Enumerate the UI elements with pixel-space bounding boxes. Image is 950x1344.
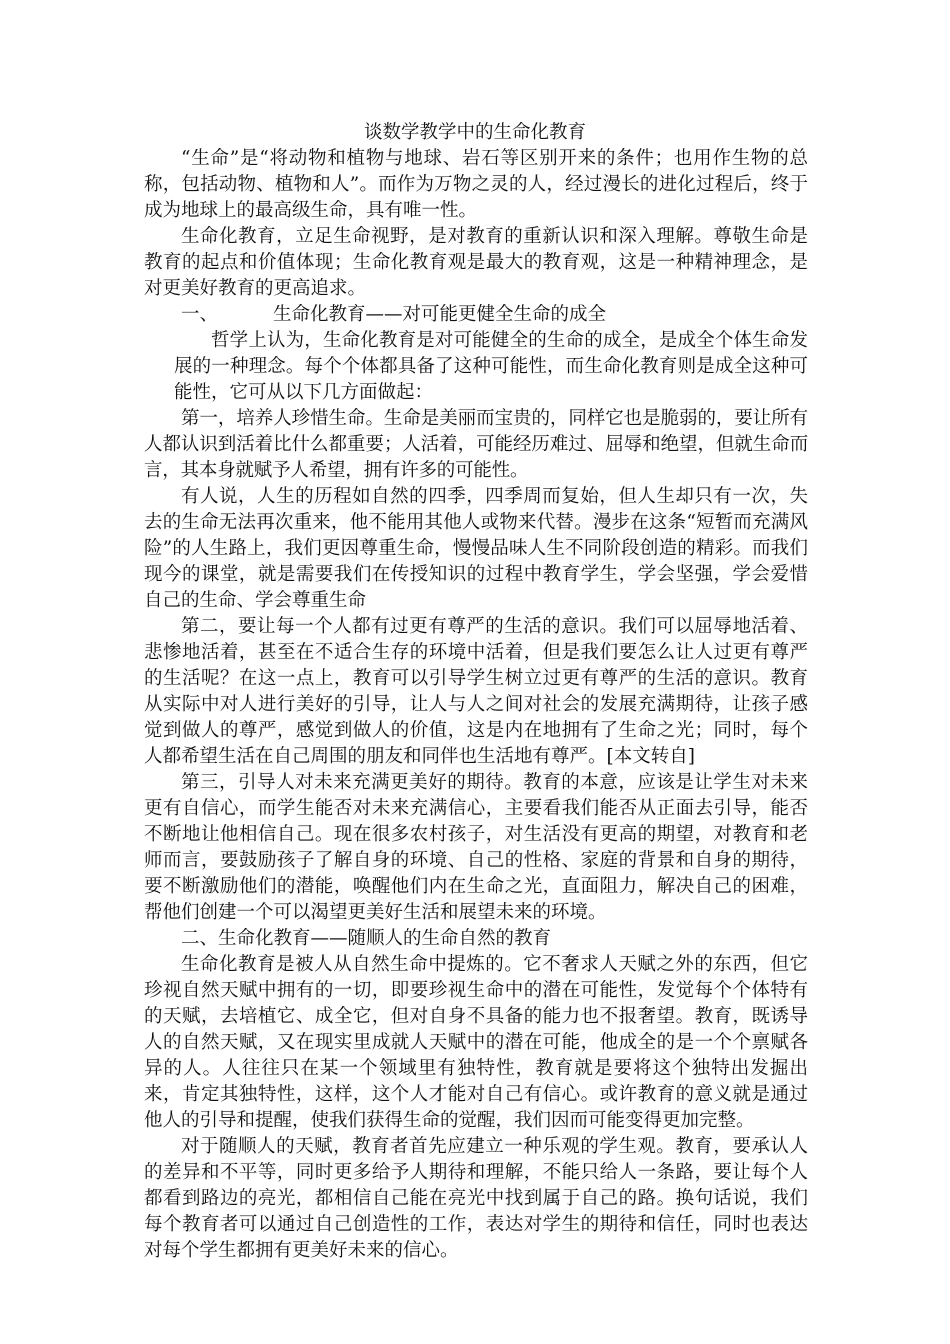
paragraph-talent: 对于随顺人的天赋，教育者首先应建立一种乐观的学生观。教育，要承认人的差异和不平等，同时更多给予人期待和理解，不能只给人一条路，要让每个人都看到路边的亮光，都相信自己能在亮光中找到属于自己的路。换句话说，我们每个教育者可以通过自己创造性的工作，表达对学生的期待和信任，同时也表达对每个学生都拥有更美好未来的信心。 [144,1136,808,1261]
document-body [144,146,808,1264]
paragraph-second: 第二，要让每一个人都有过更有尊严的生活的意识。我们可以屈辱地活着、悲惨地活着，甚至在不适合生存的环境中活着，但是我们要怎么让人过更有尊严的生活呢？在这一点上，教育可以引导学生树立过更有尊严的生活的意识。教育从实际中对人进行美好的引导，让人与人之间对社会的发展充满期待，让孩子感觉到做人的尊严，感觉到做人的价值，这是内在地拥有了生命之光；同时，每个人都希望生活在自己周围的朋友和同伴也生活地有尊严。[本文转自] [144,616,808,767]
paragraph-philosophy: 哲学上认为，生命化教育是对可能健全的生命的成全，是成全个体生命发展的一种理念。每个个体都具备了这种可能性，而生命化教育则是成全这种可能性，它可从以下几方面做起： [174,330,808,403]
document-title: 谈数学教学中的生命化教育 [363,122,586,143]
paragraph-nature: 生命化教育是被人从自然生命中提炼的。它不奢求人天赋之外的东西，但它珍视自然天赋中拥有的一切，即要珍视生命中的潜在可能性，发觉每个个体特有的天赋，去培植它、成全它，但对自身不具备的能力也不报奢望。教育，既诱导人的自然天赋，又在现实里成就人天赋中的潜在可能，他成全的是一个个禀赋各异的人。人往往只在某一个领域里有独特性，教育就是要将这个独特出发掘出来，肯定其独特性，这样，这个人才能对自己有信心。或许教育的意义就是通过他人的引导和提醒，使我们获得生命的觉醒，我们因而可能变得更加完整。 [144,954,808,1131]
section-title: 生命化教育——对可能更健全生命的成全 [273,304,607,325]
section-number: 一、 [181,304,219,325]
paragraph-third: 第三，引导人对未来充满更美好的期待。教育的本意，应该是让学生对未来更有自信心，而学生能否对未来充满信心，主要看我们能否从正面去引导，能否不断地让他相信自己。现在很多农村孩子，对生活没有更高的期望，对教育和老师而言，要鼓励孩子了解自身的环境、自己的性格、家庭的背景和自身的期待，要不断激励他们的潜能，唤醒他们内在生命之光，直面阻力，解决自己的困难，帮他们创建一个可以渴望更美好生活和展望未来的环境。 [144,772,808,923]
paragraph-intro: “生命”是“将动物和植物与地球、岩石等区别开来的条件；也用作生物的总称，包括动物、植物和人”。而作为万物之灵的人，经过漫长的进化过程后，终于成为地球上的最高级生命，具有唯一性。 [144,148,808,221]
paragraph-seasons: 有人说，人生的历程如自然的四季，四季周而复始，但人生却只有一次，失去的生命无法再次重来，他不能用其他人或物来代替。漫步在这条“短暂而充满风险”的人生路上，我们更因尊重生命，慢慢品味人生不同阶段创造的精彩。而我们现今的课堂，就是需要我们在传授知识的过程中教育学生，学会坚强，学会爱惜自己的生命、学会尊重生命 [144,486,808,611]
paragraph-first: 第一，培养人珍惜生命。生命是美丽而宝贵的，同样它也是脆弱的，要让所有人都认识到活着比什么都重要；人活着，可能经历难过、屈辱和绝望，但就生命而言，其本身就赋予人希望，拥有许多的可能性。 [144,408,808,481]
paragraph-definition: 生命化教育，立足生命视野，是对教育的重新认识和深入理解。尊敬生命是教育的起点和价值体现；生命化教育观是最大的教育观，这是一种精神理念，是对更美好教育的更高追求。 [144,226,808,299]
section-heading-2: 二、生命化教育——随顺人的生命自然的教育 [181,928,552,949]
section-heading-1 [144,302,808,328]
